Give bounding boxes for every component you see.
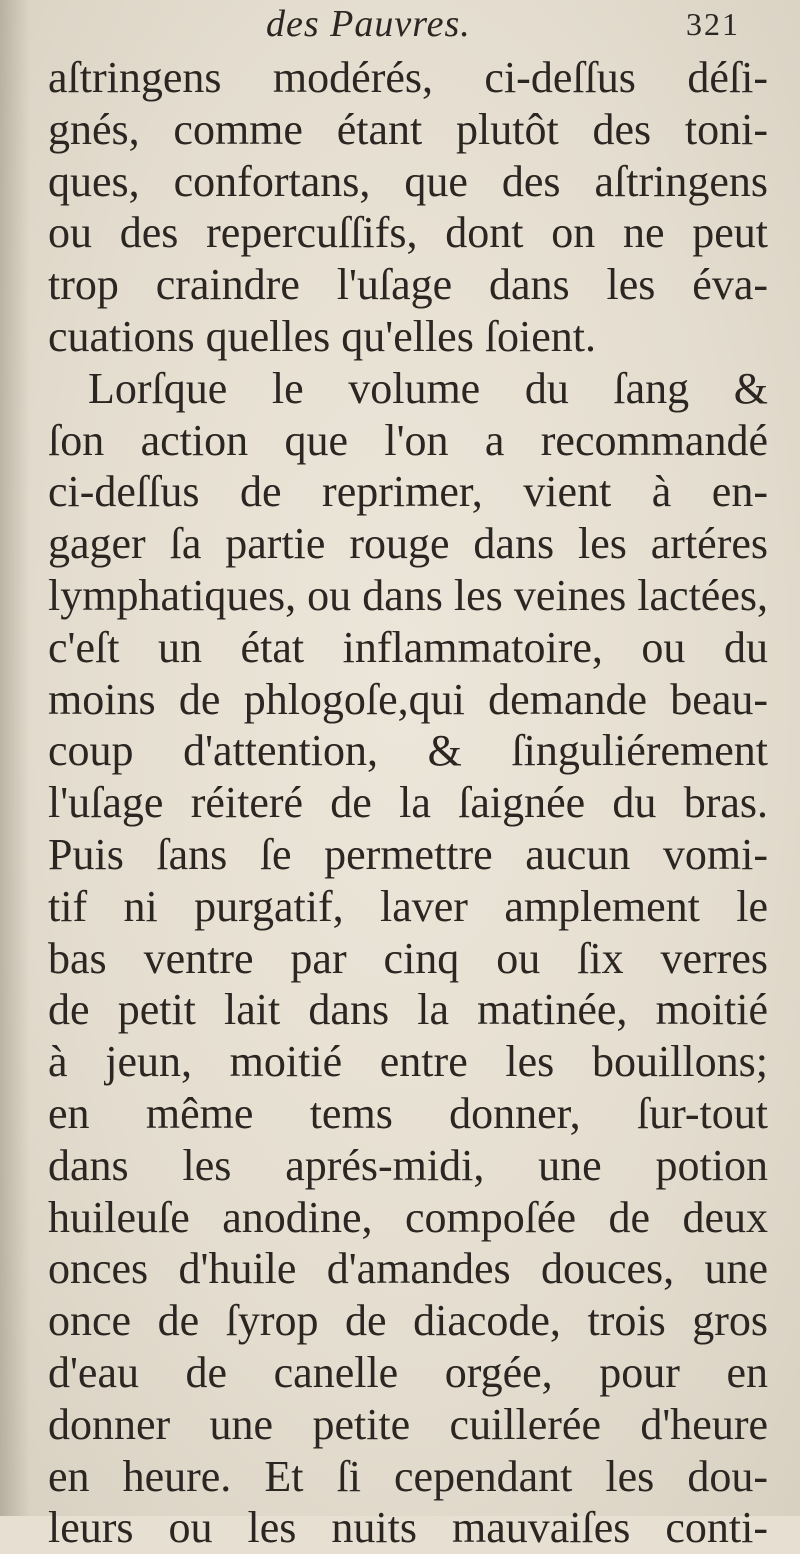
page-edge-shadow bbox=[0, 0, 30, 1516]
text-line: Lorſque le volume du ſang & bbox=[88, 363, 768, 413]
text-line: trop craindre l'uſage dans les éva- bbox=[48, 260, 768, 310]
text-line: donner une petite cuillerée d'heure bbox=[48, 1399, 768, 1449]
text-line: huileuſe anodine, compoſée de deux bbox=[48, 1192, 768, 1242]
text-line: moins de phlogoſe,qui demande beau- bbox=[48, 674, 768, 724]
text-line: lymphatiques, ou dans les veines lactées, bbox=[48, 570, 768, 620]
text-line: Puis ſans ſe permettre aucun vomi- bbox=[48, 829, 768, 879]
text-body bbox=[48, 52, 768, 1554]
text-line: ci-deſſus de reprimer, vient à en- bbox=[48, 467, 768, 517]
text-line: ſon action que l'on a recommandé bbox=[48, 415, 768, 465]
text-line: en même tems donner, ſur-tout bbox=[48, 1088, 768, 1138]
text-line: leurs ou les nuits mauvaiſes conti- bbox=[48, 1503, 768, 1553]
running-title: des Pauvres. bbox=[266, 3, 471, 45]
text-line: bas ventre par cinq ou ſix verres bbox=[48, 933, 768, 983]
text-line: ques, confortans, que des aſtringens bbox=[48, 156, 768, 206]
running-head bbox=[90, 2, 740, 50]
text-line: aſtringens modérés, ci-deſſus déſi- bbox=[48, 53, 768, 102]
text-line: de petit lait dans la matinée, moitié bbox=[48, 985, 768, 1035]
text-line: ou des repercuſſifs, dont on ne peut bbox=[48, 208, 768, 258]
text-line: onces d'huile d'amandes douces, une bbox=[48, 1244, 768, 1294]
text-line: dans les aprés-midi, une potion bbox=[48, 1140, 768, 1190]
text-line: once de ſyrop de diacode, trois gros bbox=[48, 1296, 768, 1346]
text-line: en heure. Et ſi cependant les dou- bbox=[48, 1451, 768, 1501]
text-line: d'eau de canelle orgée, pour en bbox=[48, 1347, 768, 1397]
text-line: cuations quelles qu'elles ſoient. bbox=[48, 311, 597, 361]
text-line: tif ni purgatif, laver amplement le bbox=[48, 881, 768, 931]
text-line: l'uſage réiteré de la ſaignée du bras. bbox=[48, 778, 768, 828]
text-line: gager ſa partie rouge dans les artéres bbox=[48, 519, 768, 569]
text-line: gnés, comme étant plutôt des toni- bbox=[48, 104, 768, 154]
text-line: c'eſt un état inflammatoire, ou du bbox=[48, 622, 768, 672]
text-line: à jeun, moitié entre les bouillons; bbox=[48, 1037, 768, 1087]
text-line: coup d'attention, & ſinguliérement bbox=[48, 726, 768, 776]
page-number: 321 bbox=[686, 6, 740, 42]
